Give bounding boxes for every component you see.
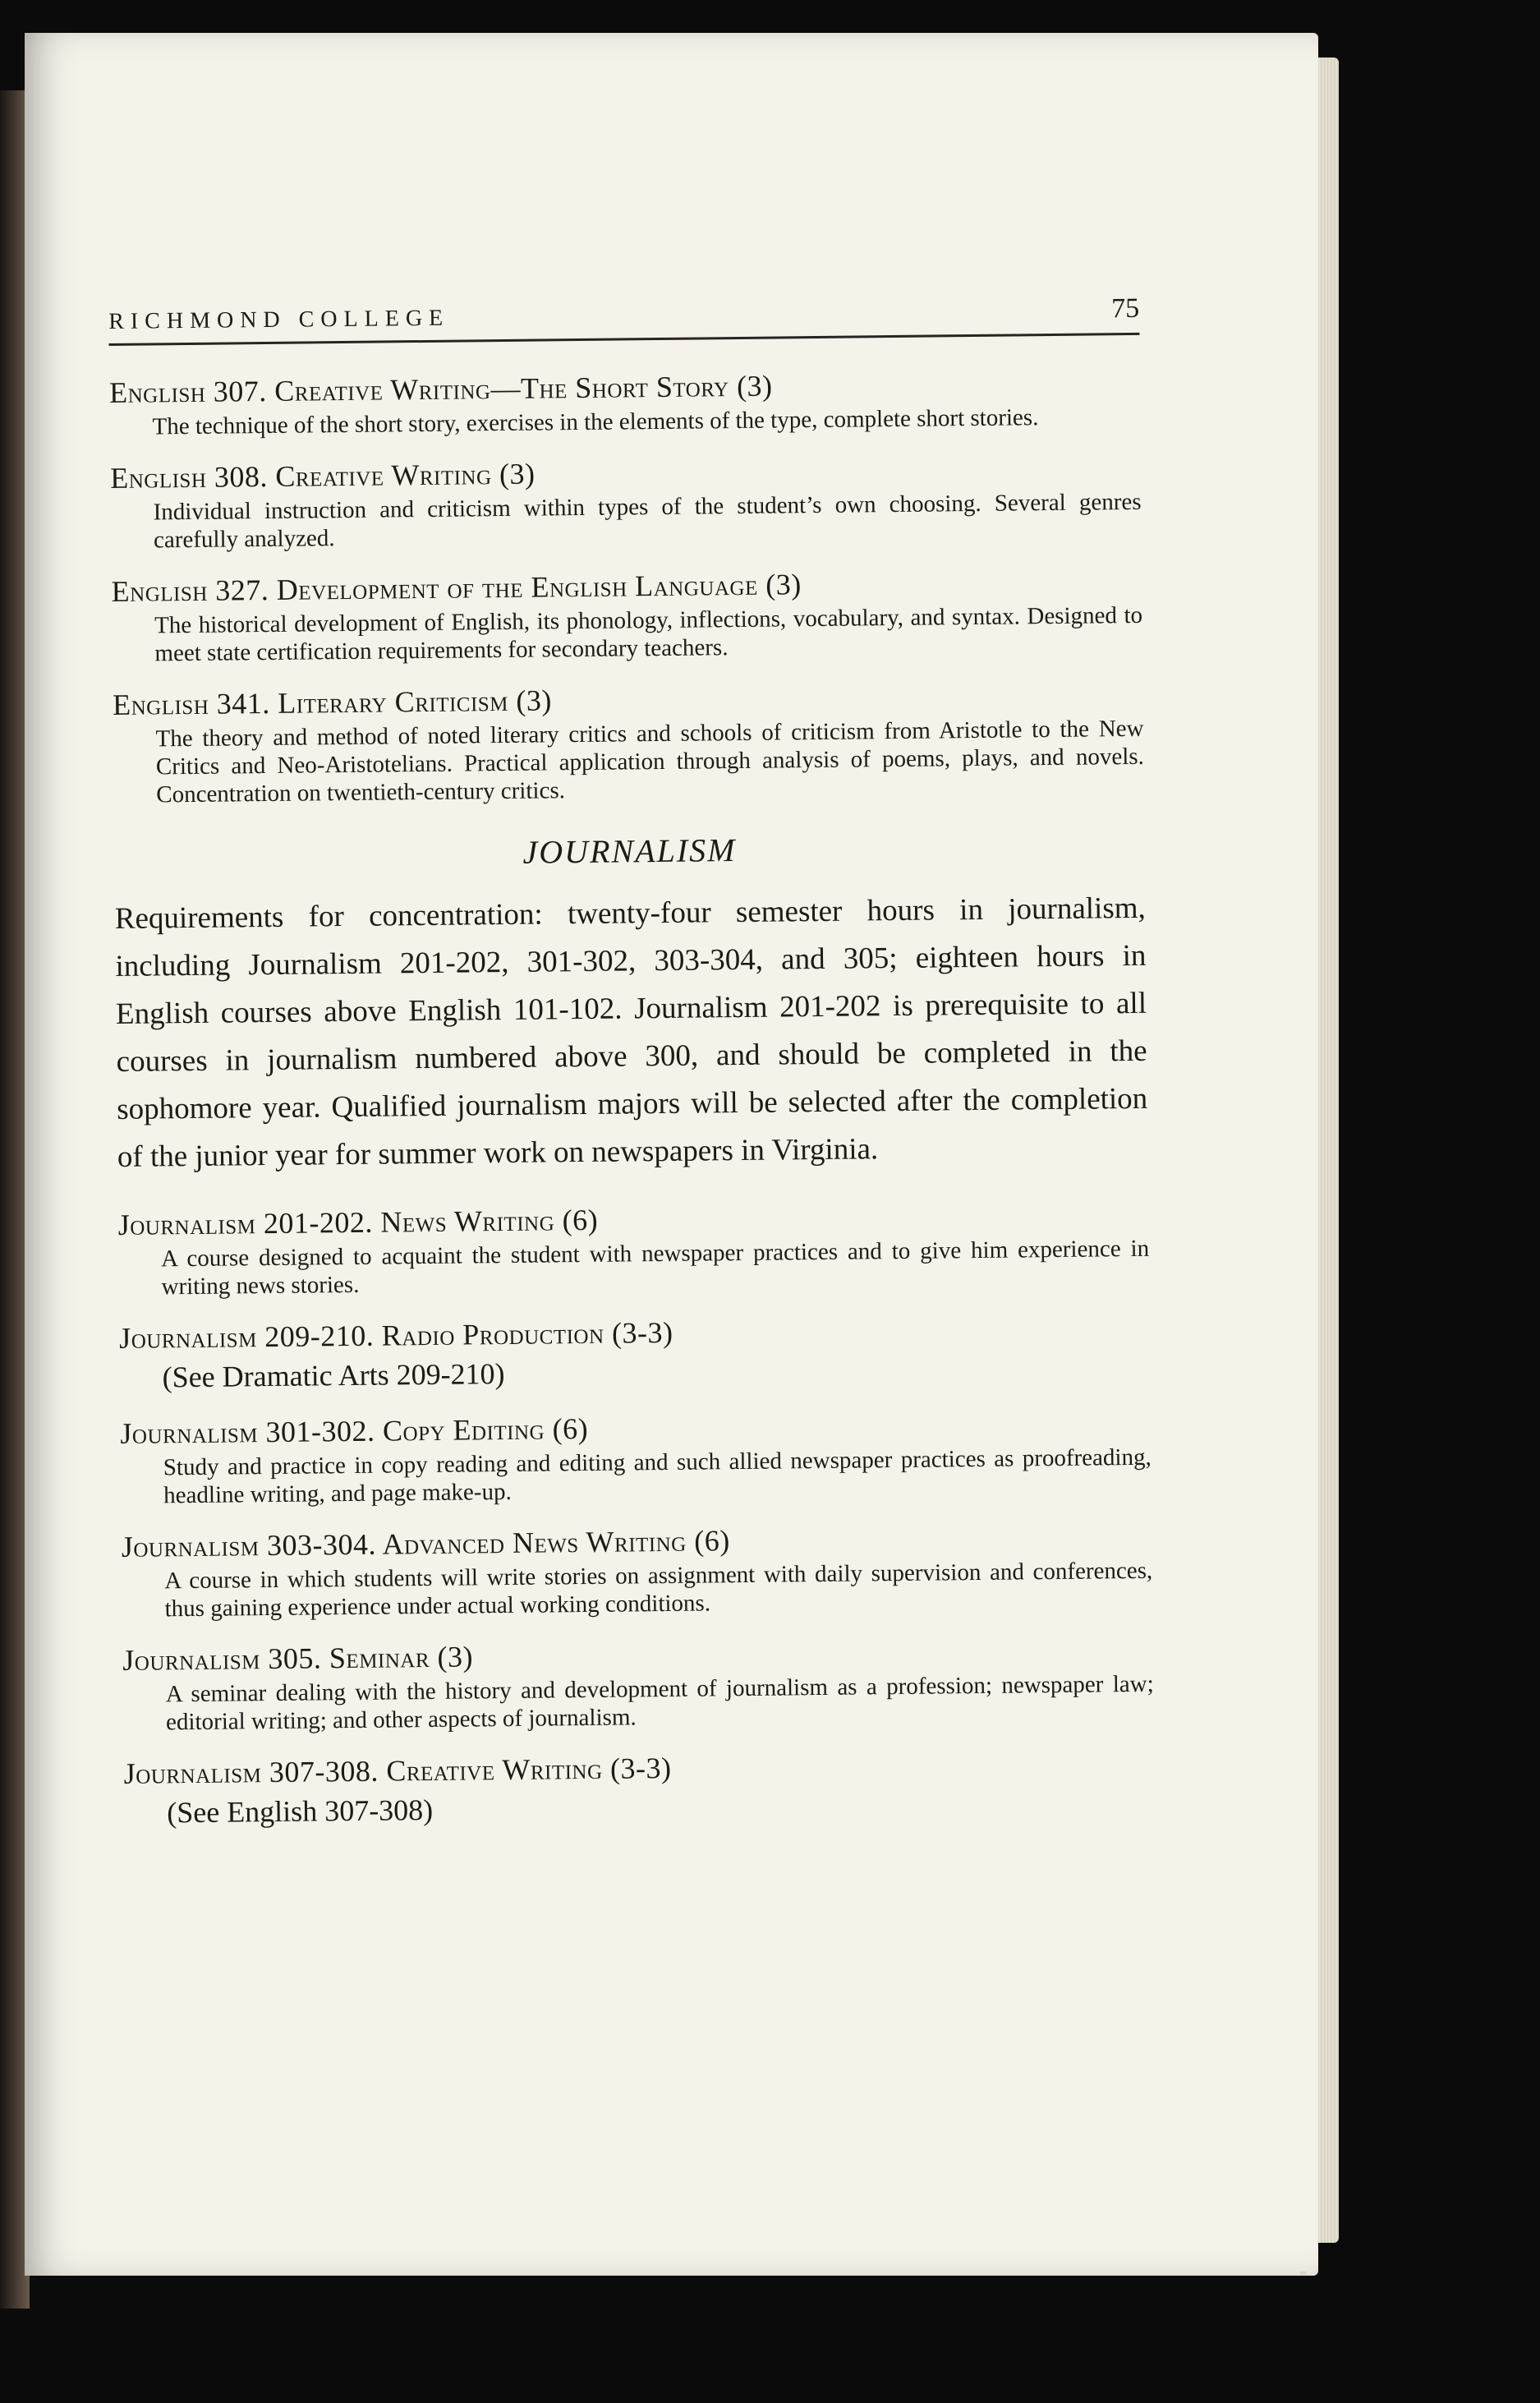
course-credits: (6) — [562, 1203, 599, 1237]
page-corner-mark — [1300, 2272, 1307, 2275]
course-description: The technique of the short story, exercises in the elements of the type, complete short stories. — [152, 404, 1039, 440]
running-title: RICHMOND COLLEGE — [108, 305, 450, 334]
course-title: English 327. Development of the English Language — [111, 568, 758, 608]
course-title: Journalism 209-210. Radio Production — [118, 1316, 605, 1355]
course-credits: (3) — [736, 369, 773, 403]
journalism-requirements: Requirements for concentration: twenty-four semester hours in journalism, including Journalism 201-202, 301-302, 303-304, and 305; eighteen hours in English courses above English 101-102. Journalism 201-202 is prerequisite to all courses in journalism numbered above 300, and should be completed in the sophomore year. Qualified journalism majors will be selected after the completion of the junior year for summer work on newspapers in Virginia. — [114, 891, 1148, 1174]
course-english-308 — [110, 449, 1142, 555]
course-journalism-305 — [122, 1631, 1154, 1737]
course-credits: (3) — [516, 684, 553, 717]
course-english-307 — [109, 363, 1141, 441]
course-title: Journalism 307-308. Creative Writing — [123, 1752, 603, 1790]
course-description: Study and practice in copy reading and editing and such allied newspaper practices as proofreading, headline writing, and page make-up. — [163, 1443, 1152, 1509]
course-journalism-201-202 — [117, 1195, 1149, 1301]
course-description: A course designed to acquaint the student with newspaper practices and to give him experience in writing news stories. — [161, 1235, 1150, 1300]
course-credits: (6) — [694, 1524, 730, 1558]
course-credits: (3-3) — [609, 1751, 672, 1785]
section-title-journalism: JOURNALISM — [522, 831, 737, 871]
course-journalism-303-304 — [122, 1517, 1153, 1623]
course-credits: (3) — [765, 568, 802, 601]
course-description: Individual instruction and criticism within types of the student’s own choosing. Several genres carefully analyzed. — [153, 488, 1142, 554]
course-cross-reference: (See Dramatic Arts 209-210) — [162, 1357, 505, 1394]
course-english-327 — [111, 562, 1142, 668]
page-content — [108, 293, 1156, 1850]
course-title: Journalism 301-302. Copy Editing — [120, 1412, 545, 1450]
course-description: A seminar dealing with the history and development of journalism as a profession; newspaper law; editorial writing; and other aspects of journalism. — [165, 1670, 1154, 1736]
course-credits: (3-3) — [611, 1315, 673, 1350]
course-credits: (3) — [437, 1640, 474, 1673]
course-journalism-307-308 — [123, 1744, 1155, 1832]
course-journalism-301-302 — [120, 1404, 1152, 1510]
course-cross-reference: (See English 307-308) — [167, 1793, 434, 1830]
book-page — [25, 33, 1318, 2276]
course-title: English 341. Literary Criticism — [112, 684, 509, 721]
course-title: Journalism 305. Seminar — [122, 1640, 430, 1677]
course-title: English 307. Creative Writing—The Short Story — [108, 370, 729, 409]
course-title: Journalism 201-202. News Writing — [117, 1204, 555, 1241]
course-description: The theory and method of noted literary critics and schools of criticism from Aristotle to the New Critics and Neo-Aristotelians. Practical application through analysis of poems, plays, and novels. Concentration on twentieth-century critics. — [155, 715, 1145, 808]
course-journalism-209-210 — [119, 1309, 1151, 1397]
course-title: Journalism 303-304. Advanced News Writing — [121, 1524, 687, 1563]
course-title: English 308. Creative Writing — [110, 458, 492, 495]
course-english-341 — [113, 675, 1145, 809]
course-description: A course in which students will write stories on assignment with daily supervision and conferences, thus gaining experience under actual working conditions. — [164, 1557, 1153, 1623]
course-credits: (6) — [552, 1411, 589, 1446]
page-number: 75 — [1110, 292, 1140, 325]
course-credits: (3) — [499, 457, 536, 491]
running-head — [108, 293, 1139, 346]
course-description: The historical development of English, its phonology, inflections, vocabulary, and syntax. Designed to meet state certification requirements for secondary teachers. — [154, 601, 1143, 667]
